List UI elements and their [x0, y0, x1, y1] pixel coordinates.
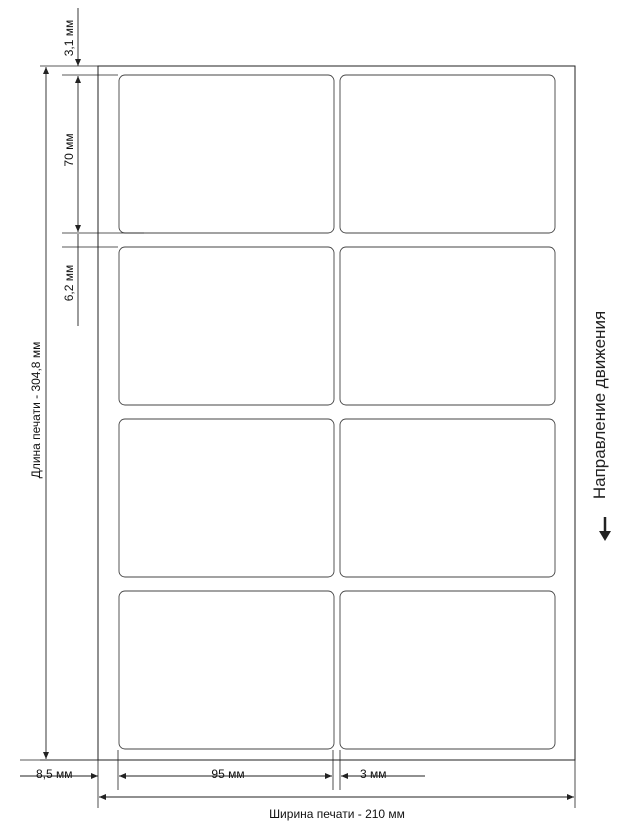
label-cell	[119, 75, 334, 233]
label-height-text: 70 мм	[62, 133, 76, 167]
label-width-text: 95 мм	[211, 767, 245, 781]
row-gap-text: 6,2 мм	[62, 264, 76, 302]
top-margin-text: 3,1 мм	[62, 19, 76, 57]
label-cell	[119, 591, 334, 749]
label-cell	[340, 591, 555, 749]
direction-text: Направление движения	[590, 310, 609, 500]
arrow-down-icon	[599, 517, 611, 541]
print-length-text: Длина печати - 304,8 мм	[29, 341, 43, 479]
label-cell	[119, 419, 334, 577]
label-cell	[340, 247, 555, 405]
label-cell	[119, 247, 334, 405]
print-width-text: Ширина печати - 210 мм	[269, 807, 405, 821]
label-cell	[340, 75, 555, 233]
label-grid	[119, 75, 555, 749]
label-cell	[340, 419, 555, 577]
left-margin-text: 8,5 мм	[36, 767, 73, 781]
column-gap-text: 3 мм	[360, 767, 387, 781]
